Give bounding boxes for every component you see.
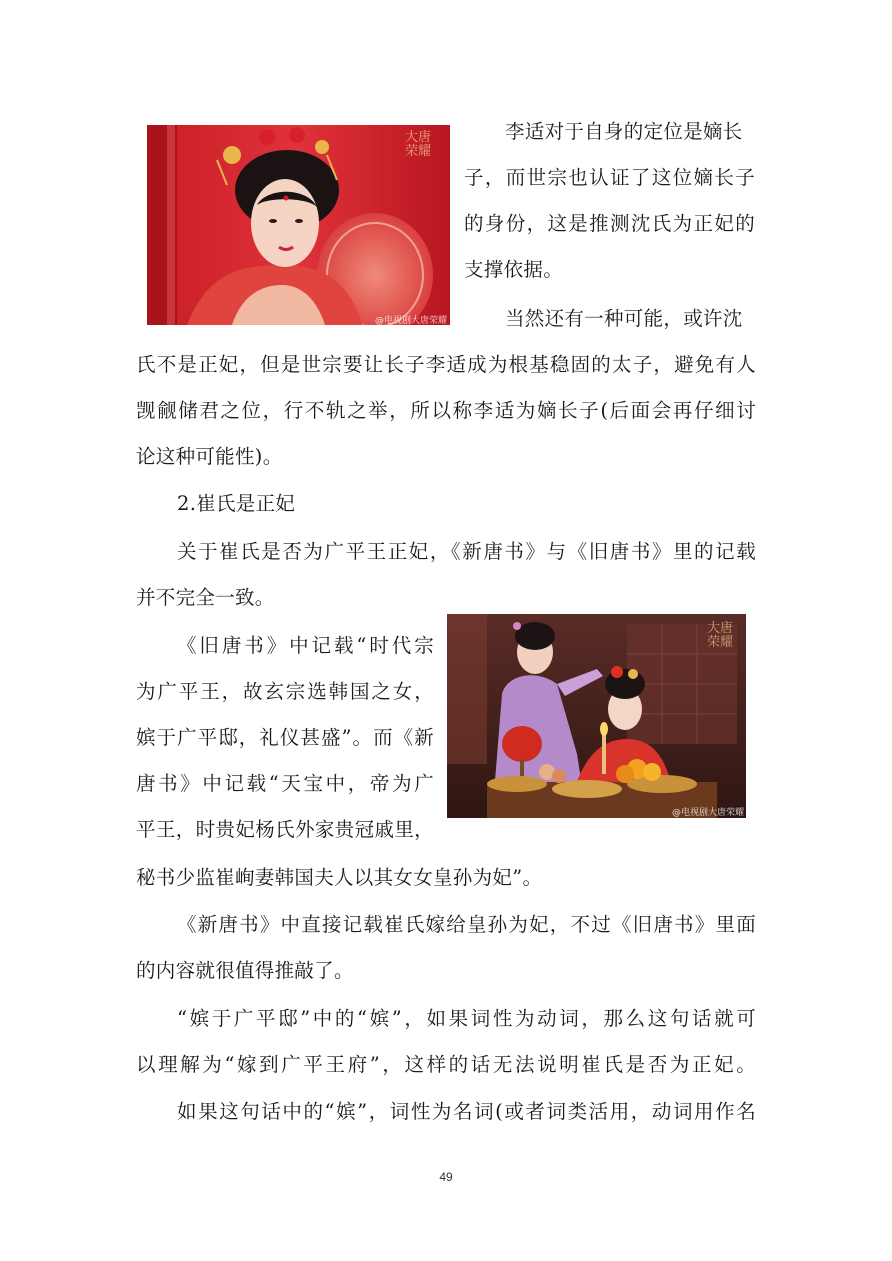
- text-line: 为广平王，故玄宗选韩国之女，: [136, 680, 434, 703]
- text-line: 《新唐书》中直接记载崔氏嫁给皇孙为妃，不过《旧唐书》里面: [177, 913, 756, 936]
- text-line: 的内容就很值得推敲了。: [136, 959, 354, 982]
- text-line: 觊觎储君之位，行不轨之举，所以称李适为嫡长子(后面会再仔细讨: [136, 399, 756, 422]
- text-line: 支撑依据。: [464, 258, 564, 281]
- page-number: 49: [439, 1170, 453, 1184]
- image-watermark: @电视剧大唐荣耀: [672, 808, 745, 818]
- text-line: 如果这句话中的“嫔”，词性为名词(或者词类活用，动词用作名: [177, 1100, 756, 1123]
- text-line: 以理解为“嫁到广平王府”，这样的话无法说明崔氏是否为正妃。: [136, 1053, 756, 1076]
- text-line: “嫔于广平邸”中的“嫔”，如果词性为动词，那么这句话就可: [177, 1007, 756, 1030]
- text-line: 秘书少监崔峋妻韩国夫人以其女女皇孙为妃”。: [136, 866, 543, 889]
- text-line: 氏不是正妃，但是世宗要让长子李适成为根基稳固的太子，避免有人: [136, 353, 756, 376]
- text-line: 关于崔氏是否为广平王正妃，《新唐书》与《旧唐书》里的记载: [177, 540, 756, 563]
- text-line: 的身份，这是推测沈氏为正妃的: [464, 212, 755, 235]
- image-watermark: @电视剧大唐荣耀: [375, 316, 448, 325]
- mirror-scene-art: [447, 614, 746, 818]
- drama-logo: 大唐 荣耀: [706, 621, 733, 650]
- text-line: 并不完全一致。: [136, 586, 275, 609]
- text-line: 当然还有一种可能，或许沈: [505, 307, 743, 330]
- section-heading: 2.崔氏是正妃: [177, 492, 296, 515]
- drama-logo: 大唐 荣耀: [404, 130, 431, 159]
- text-line: 平王，时贵妃杨氏外家贵冠戚里，: [136, 818, 434, 841]
- text-line: 《旧唐书》中记载“时代宗: [177, 634, 434, 657]
- text-line: 唐书》中记载“天宝中，帝为广: [136, 772, 434, 795]
- text-line: 子，而世宗也认证了这位嫡长子: [464, 166, 755, 189]
- text-line: 论这种可能性)。: [136, 445, 283, 468]
- text-line: 李适对于自身的定位是嫡长: [505, 120, 743, 143]
- mirror-scene-image: [447, 614, 746, 818]
- text-line: 嫔于广平邸，礼仪甚盛”。而《新: [136, 726, 434, 749]
- bride-portrait-image: [147, 125, 450, 325]
